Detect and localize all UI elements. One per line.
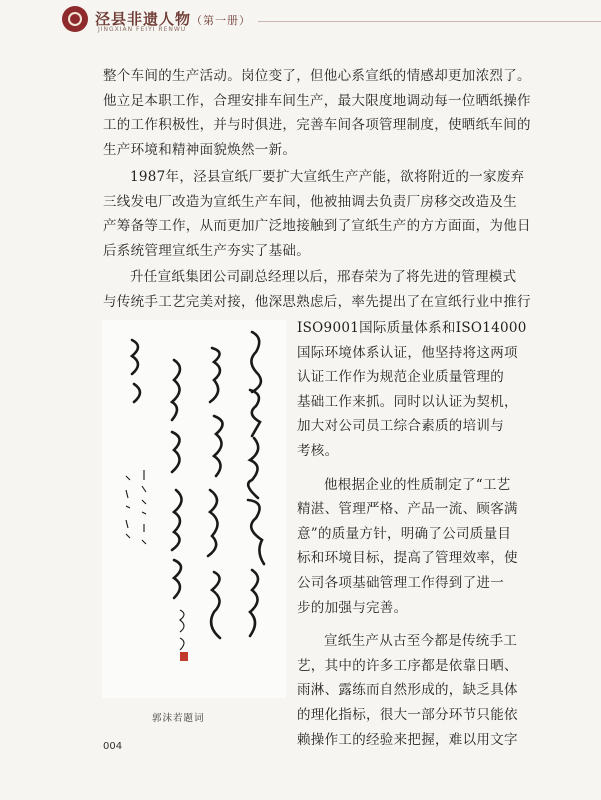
text-line: 三线发电厂改造为宣纸生产车间，他被抽调去负责厂房移交改造及生	[103, 193, 517, 210]
text-line: 艺，其中的许多工序都是依靠日晒、	[297, 657, 518, 674]
text-line: 生产环境和精神面貌焕然一新。	[103, 141, 297, 158]
text-line: 考核。	[297, 442, 339, 459]
text-line: 步的加强与完善。	[297, 599, 408, 616]
text-line: 认证工作作为规范企业质量管理的	[297, 369, 504, 386]
text-line: 加大对公司员工综合素质的培训与	[297, 418, 504, 435]
paragraph-5	[297, 629, 518, 752]
text-line: 产筹备等工作，从而更加广泛地接触到了宣纸生产的方方面面，为他日	[103, 218, 531, 235]
header-divider	[258, 21, 601, 22]
text-line: 的理化指标，很大一部分环节只能依	[297, 706, 518, 723]
calligraphy-image	[102, 320, 286, 698]
text-line: 赖操作工的经验来把握，难以用文字	[297, 731, 518, 748]
paragraph-3-continued	[297, 316, 527, 464]
text-line: 他根据企业的性质制定了“工艺	[324, 476, 511, 493]
text-line: 公司各项基础管理工作得到了进一	[297, 574, 504, 591]
text-line: 后系统管理宣纸生产夯实了基础。	[103, 242, 310, 259]
book-title: 泾县非遗人物（第一册）	[95, 10, 252, 28]
text-line: 国际环境体系认证，他坚持将这两项	[297, 344, 518, 361]
text-line: 1987年，泾县宣纸厂要扩大宣纸生产产能，欲将附近的一家废弃	[130, 169, 525, 185]
paragraph-3	[103, 265, 531, 314]
text-line: 与传统手工艺完美对接，他深思熟虑后，率先提出了在宣纸行业中推行	[103, 293, 531, 310]
page-header	[0, 0, 601, 44]
text-line: 工的工作积极性，并与时俱进，完善车间各项管理制度，使晒纸车间的	[103, 117, 531, 134]
page-number: 004	[103, 741, 123, 752]
volume-label: （第一册）	[191, 14, 252, 27]
text-line: 意”的质量方针，明确了公司质量目	[297, 525, 512, 542]
book-logo-icon	[62, 6, 88, 32]
figure-caption: 郭沫若题词	[152, 713, 205, 724]
text-line: 升任宣纸集团公司副总经理以后，邢春荣为了将先进的管理模式	[130, 269, 517, 285]
text-line: 他立足本职工作，合理安排车间生产，最大限度地调动每一位晒纸操作	[103, 92, 531, 109]
text-line: 宣纸生产从古至今都是传统手工	[324, 633, 518, 650]
book-title-pinyin: JINGXIAN FEIYI RENWU	[98, 26, 187, 33]
paragraph-1	[103, 64, 531, 162]
text-line: 整个车间的生产活动。岗位变了，但他心系宣纸的情感却更加浓烈了。	[103, 68, 531, 84]
paragraph-4	[297, 473, 518, 621]
text-line: 基础工作来抓。同时以认证为契机，	[297, 393, 518, 410]
text-line: 标和环境目标，提高了管理效率，使	[297, 550, 518, 567]
text-line: 雨淋、露练而自然形成的，缺乏具体	[297, 682, 518, 699]
text-line: ISO9001国际质量体系和ISO14000	[297, 320, 527, 336]
text-line: 精湛、管理严格、产品一流、顾客满	[297, 501, 518, 518]
text-column-right	[297, 316, 527, 752]
paragraph-2	[103, 165, 531, 263]
